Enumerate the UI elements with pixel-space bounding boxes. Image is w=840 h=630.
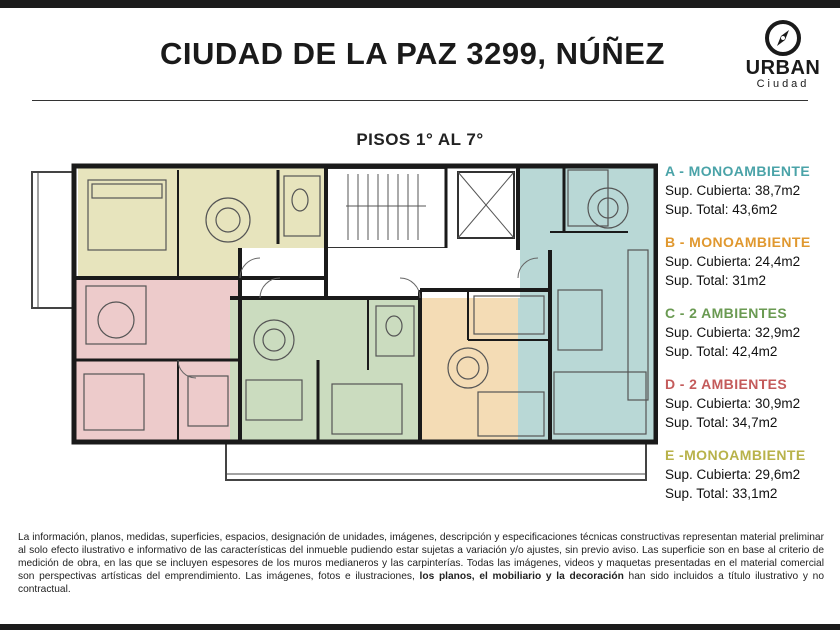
unit-name: C - 2 AMBIENTES <box>665 305 788 321</box>
logo-brand: URBAN <box>745 57 821 79</box>
brand-logo <box>738 18 828 90</box>
unit-total-area: Sup. Total: 42,4m2 <box>665 344 778 359</box>
header-divider <box>32 100 808 101</box>
stair-core <box>326 168 446 248</box>
unit-name: D - 2 AMBIENTES <box>665 376 788 392</box>
unit-covered-area: Sup. Cubierta: 29,6m2 <box>665 467 801 482</box>
floors-label: PISOS 1° AL 7° <box>356 130 484 149</box>
compass-icon <box>763 18 803 58</box>
unit-legend-item <box>665 233 835 290</box>
unit-legend-item <box>665 375 835 432</box>
disclaimer-tail: han sido incluidos a título ilustrativo y no contractual. <box>18 571 824 595</box>
bottom-bar <box>0 624 840 630</box>
unit-covered-area: Sup. Cubierta: 38,7m2 <box>665 183 801 198</box>
unit-covered-area: Sup. Cubierta: 30,9m2 <box>665 396 801 411</box>
floor-plan <box>28 160 658 490</box>
unit-total-area: Sup. Total: 31m2 <box>665 273 767 288</box>
logo-sub: Ciudad <box>756 78 810 90</box>
unit-name: E -MONOAMBIENTE <box>665 447 806 463</box>
unit-legend <box>665 162 835 517</box>
unit-total-area: Sup. Total: 43,6m2 <box>665 202 778 217</box>
unit-total-area: Sup. Total: 33,1m2 <box>665 486 778 501</box>
unit-name: A - MONOAMBIENTE <box>665 163 811 179</box>
disclaimer-text: La información, planos, medidas, superficies, espacios, designación de unidades, imágenes, descripción y especificaciones técnicas constructivas representan material preliminar al solo efecto ilustrativo e informativo de las características del inmueble pudiendo estar sujetas a variación y/o ajustes, sin previo aviso. Las superficie son en base al criterio de medición de obra, en las que se incluyen espesores de los muros medianeros y las carpinterías. Todas las imágenes, videos y maquetas presentadas en el material comercial son perspectivas artísticas del emprendimiento. Las imágenes, fotos e ilustraciones, <box>18 532 824 582</box>
unit-covered-area: Sup. Cubierta: 32,9m2 <box>665 325 801 340</box>
unit-total-area: Sup. Total: 34,7m2 <box>665 415 778 430</box>
unit-zone-c <box>230 298 420 440</box>
unit-legend-item <box>665 446 835 503</box>
unit-covered-area: Sup. Cubierta: 24,4m2 <box>665 254 801 269</box>
page-title: CIUDAD DE LA PAZ 3299, NÚÑEZ <box>160 36 665 71</box>
disclaimer-bold: los planos, el mobiliario y la decoración <box>419 571 624 582</box>
top-bar <box>0 0 840 8</box>
legal-disclaimer <box>18 531 824 596</box>
unit-name: B - MONOAMBIENTE <box>665 234 811 250</box>
unit-zone-a <box>518 168 654 440</box>
unit-legend-item <box>665 162 835 219</box>
unit-legend-item <box>665 304 835 361</box>
